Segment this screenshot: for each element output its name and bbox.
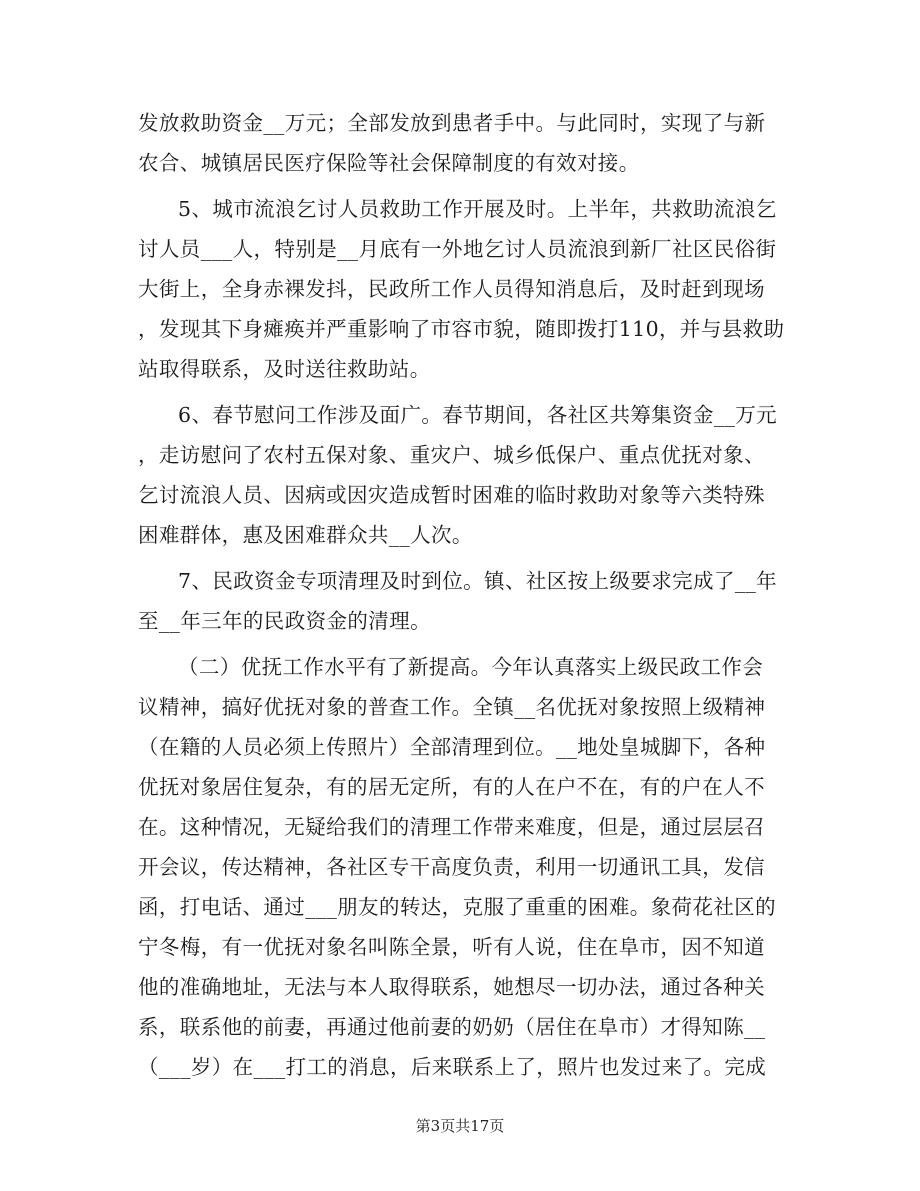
text-line: 讨人员___人，特别是__月底有一外地乞讨人员流浪到新厂社区民俗街	[138, 237, 777, 261]
text-line: ，发现其下身瘫痪并严重影响了市容市貌，随即拨打110，并与县救助	[138, 317, 785, 341]
text-line: 6、春节慰问工作涉及面广。春节期间，各社区共筹集资金__万元	[178, 403, 778, 427]
text-line: ，走访慰问了农村五保对象、重灾户、城乡低保户、重点优抚对象、	[138, 443, 765, 467]
text-line: 7、民政资金专项清理及时到位。镇、社区按上级要求完成了__年	[178, 569, 778, 593]
text-line: 站取得联系，及时送往救助站。	[138, 357, 431, 381]
text-line: 至__年三年的民政资金的清理。	[138, 609, 431, 633]
text-line: 他的准确地址，无法与本人取得联系，她想尽一切办法，通过各种关	[138, 975, 765, 999]
text-line: 议精神，搞好优抚对象的普查工作。全镇__名优抚对象按照上级精神	[138, 695, 766, 719]
text-line: 农合、城镇居民医疗保险等社会保障制度的有效对接。	[138, 151, 640, 175]
text-line: 函，打电话、通过___朋友的转达，克服了重重的困难。象荷花社区的	[138, 895, 777, 919]
text-line: 乞讨流浪人员、因病或因灾造成暂时困难的临时救助对象等六类特殊	[138, 483, 765, 507]
text-line: 在。这种情况，无疑给我们的清理工作带来难度，但是，通过层层召	[138, 815, 765, 839]
text-line: 系，联系他的前妻，再通过他前妻的奶奶（居住在阜市）才得知陈__	[138, 1015, 766, 1039]
page-number: 第3页共17页	[415, 1117, 505, 1135]
text-line: 宁冬梅，有一优抚对象名叫陈全景，听有人说，住在阜市，因不知道	[138, 935, 765, 959]
text-line: 发放救助资金__万元；全部发放到患者手中。与此同时，实现了与新	[138, 111, 766, 135]
text-line: 优抚对象居住复杂，有的居无定所，有的人在户不在，有的户在人不	[138, 775, 765, 799]
text-line: 开会议，传达精神，各社区专干高度负责，利用一切通讯工具，发信	[138, 855, 765, 879]
text-line: 困难群体，惠及困难群众共__人次。	[138, 523, 473, 547]
text-line: （二）优抚工作水平有了新提高。今年认真落实上级民政工作会	[178, 655, 764, 679]
text-line: 5、城市流浪乞讨人员救助工作开展及时。上半年，共救助流浪乞	[178, 197, 777, 221]
text-line: （在籍的人员必须上传照片）全部清理到位。__地处皇城脚下，各种	[138, 735, 766, 759]
text-line: 大街上，全身赤裸发抖，民政所工作人员得知消息后，及时赶到现场	[138, 277, 765, 301]
text-line: （___岁）在___打工的消息，后来联系上了，照片也发过来了。完成	[138, 1055, 767, 1079]
